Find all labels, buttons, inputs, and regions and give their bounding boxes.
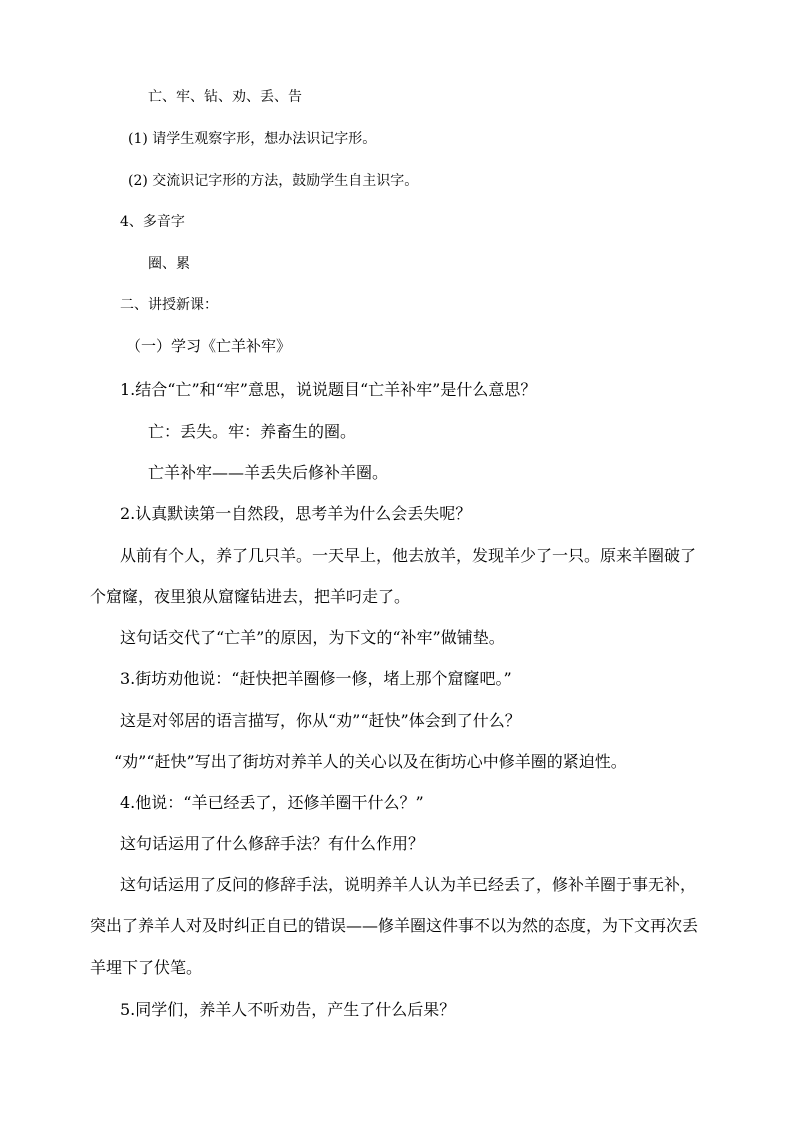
paragraph-line: 这句话运用了反问的修辞手法，说明养羊人认为羊已经丢了，修补羊圈于事无补， [120,875,697,894]
answer-line: 亡：丢失。牢：养畜生的圈。 [148,422,357,441]
text-line: (2) 交流识记字形的方法，鼓励学生自主识字。 [128,173,419,189]
answer-line: “劝”“赶快”写出了街坊对养羊人的关心以及在街坊心中修羊圈的紧迫性。 [114,752,627,771]
text-line: 圈、累 [148,256,190,272]
question-line: 这是对邻居的语言描写，你从“劝”“赶快”体会到了什么？ [120,711,521,730]
question-line: 这句话运用了什么修辞手法？有什么作用？ [120,834,425,853]
section-heading: （一）学习《亡羊补牢》 [126,337,292,355]
question-line: 4.他说：“羊已经丢了，还修羊圈干什么？” [120,793,424,812]
text-line: (1) 请学生观察字形，想办法识记字形。 [128,131,377,147]
paragraph-line: 个窟窿，夜里狼从窟窿钻进去，把羊叼走了。 [90,587,411,606]
paragraph-line: 突出了养羊人对及时纠正自已的错误——修羊圈这件事不以为然的态度，为下文再次丢 [90,916,699,935]
question-line: 1.结合“亡”和“牢”意思，说说题目“亡羊补牢”是什么意思？ [120,380,537,399]
paragraph-line: 羊埋下了伏笔。 [90,958,203,977]
section-heading: 二、讲授新课： [120,297,218,313]
paragraph-line: 从前有个人，养了几只羊。一天早上，他去放羊，发现羊少了一只。原来羊圈破了 [120,546,697,565]
question-line: 5.同学们，养羊人不听劝告，产生了什么后果？ [120,1000,456,1019]
section-heading: 4、多音字 [120,214,185,230]
answer-line: 亡羊补牢——羊丢失后修补羊圈。 [148,463,389,482]
text-line: 亡、牢、钻、劝、丢、告 [148,89,302,105]
question-line: 3.街坊劝他说：“赶快把羊圈修一修，堵上那个窟窿吧。” [120,669,512,688]
answer-line: 这句话交代了“亡羊”的原因，为下文的“补牢”做铺垫。 [120,628,505,647]
question-line: 2.认真默读第一自然段，思考羊为什么会丢失呢？ [120,504,472,523]
